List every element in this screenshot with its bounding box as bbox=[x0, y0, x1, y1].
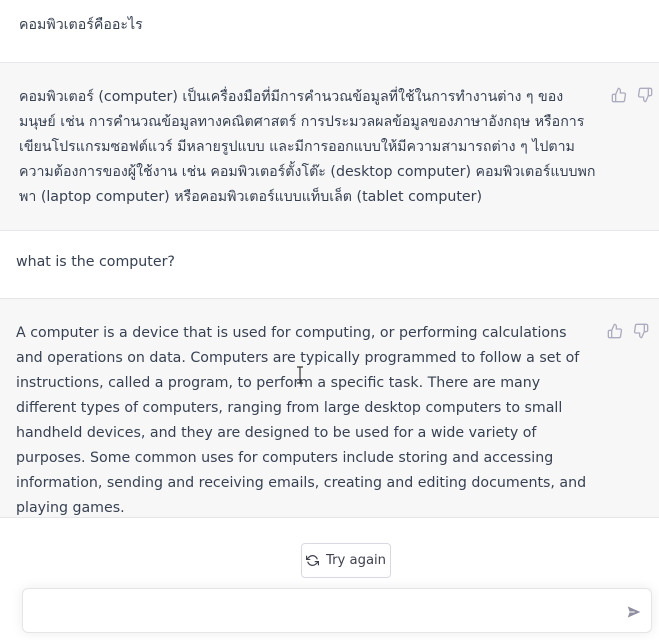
feedback-buttons bbox=[607, 323, 649, 339]
user-message bbox=[0, 231, 659, 299]
thumbs-down-icon[interactable] bbox=[633, 323, 649, 339]
try-again-button[interactable] bbox=[301, 543, 391, 578]
refresh-icon bbox=[306, 554, 319, 567]
thumbs-up-icon[interactable] bbox=[607, 323, 623, 339]
user-message-text: คอมพิวเตอร์คืออะไร bbox=[19, 17, 143, 33]
try-again-label: Try again bbox=[325, 553, 387, 568]
assistant-message-text: A computer is a device that is used for computing, or performing calculations and operations on data. Computers are typically programmed to follow a set of instructions, called a program, to perform a specific task. There are many different types of computers, ranging from large desktop computers to small handheld devices, and they are designed to be used for a wide variety of purposes. Some common uses for computers include storing and accessing information, sending and receiving emails, creating and editing documents, and playing games. bbox=[16, 325, 587, 516]
send-icon[interactable] bbox=[627, 605, 641, 619]
text-cursor-icon bbox=[296, 366, 304, 384]
assistant-message-text: คอมพิวเตอร์ (computer) เป็นเครื่องมือที่มีการคำนวณข้อมูลที่ใช้ในการทำงานต่าง ๆ ของมนุษย์ เช่น การคำนวณข้อมูลทางคณิตศาสตร์ การประมวลผลข้อมูลของภาษาอังกฤษ หรือการเขียนโปรแกรมซอฟต์แวร์ มีหลายรูปแบบ และมีการออกแบบให้มีความสามารถต่าง ๆ ไปตามความต้องการของผู้ใช้งาน เช่น คอมพิวเตอร์ตั้งโต๊ะ (desktop computer) คอมพิวเตอร์แบบพกพา (laptop computer) หรือคอมพิวเตอร์แบบแท็บเล็ต (tablet computer) bbox=[19, 89, 596, 205]
thumbs-down-icon[interactable] bbox=[637, 87, 653, 103]
user-message-text: what is the computer? bbox=[16, 254, 175, 270]
thumbs-up-icon[interactable] bbox=[611, 87, 627, 103]
assistant-message bbox=[0, 63, 659, 231]
assistant-message bbox=[0, 299, 659, 518]
user-message bbox=[0, 0, 659, 63]
feedback-buttons bbox=[611, 87, 653, 103]
message-input[interactable] bbox=[35, 601, 615, 623]
message-input-bar bbox=[22, 588, 652, 633]
